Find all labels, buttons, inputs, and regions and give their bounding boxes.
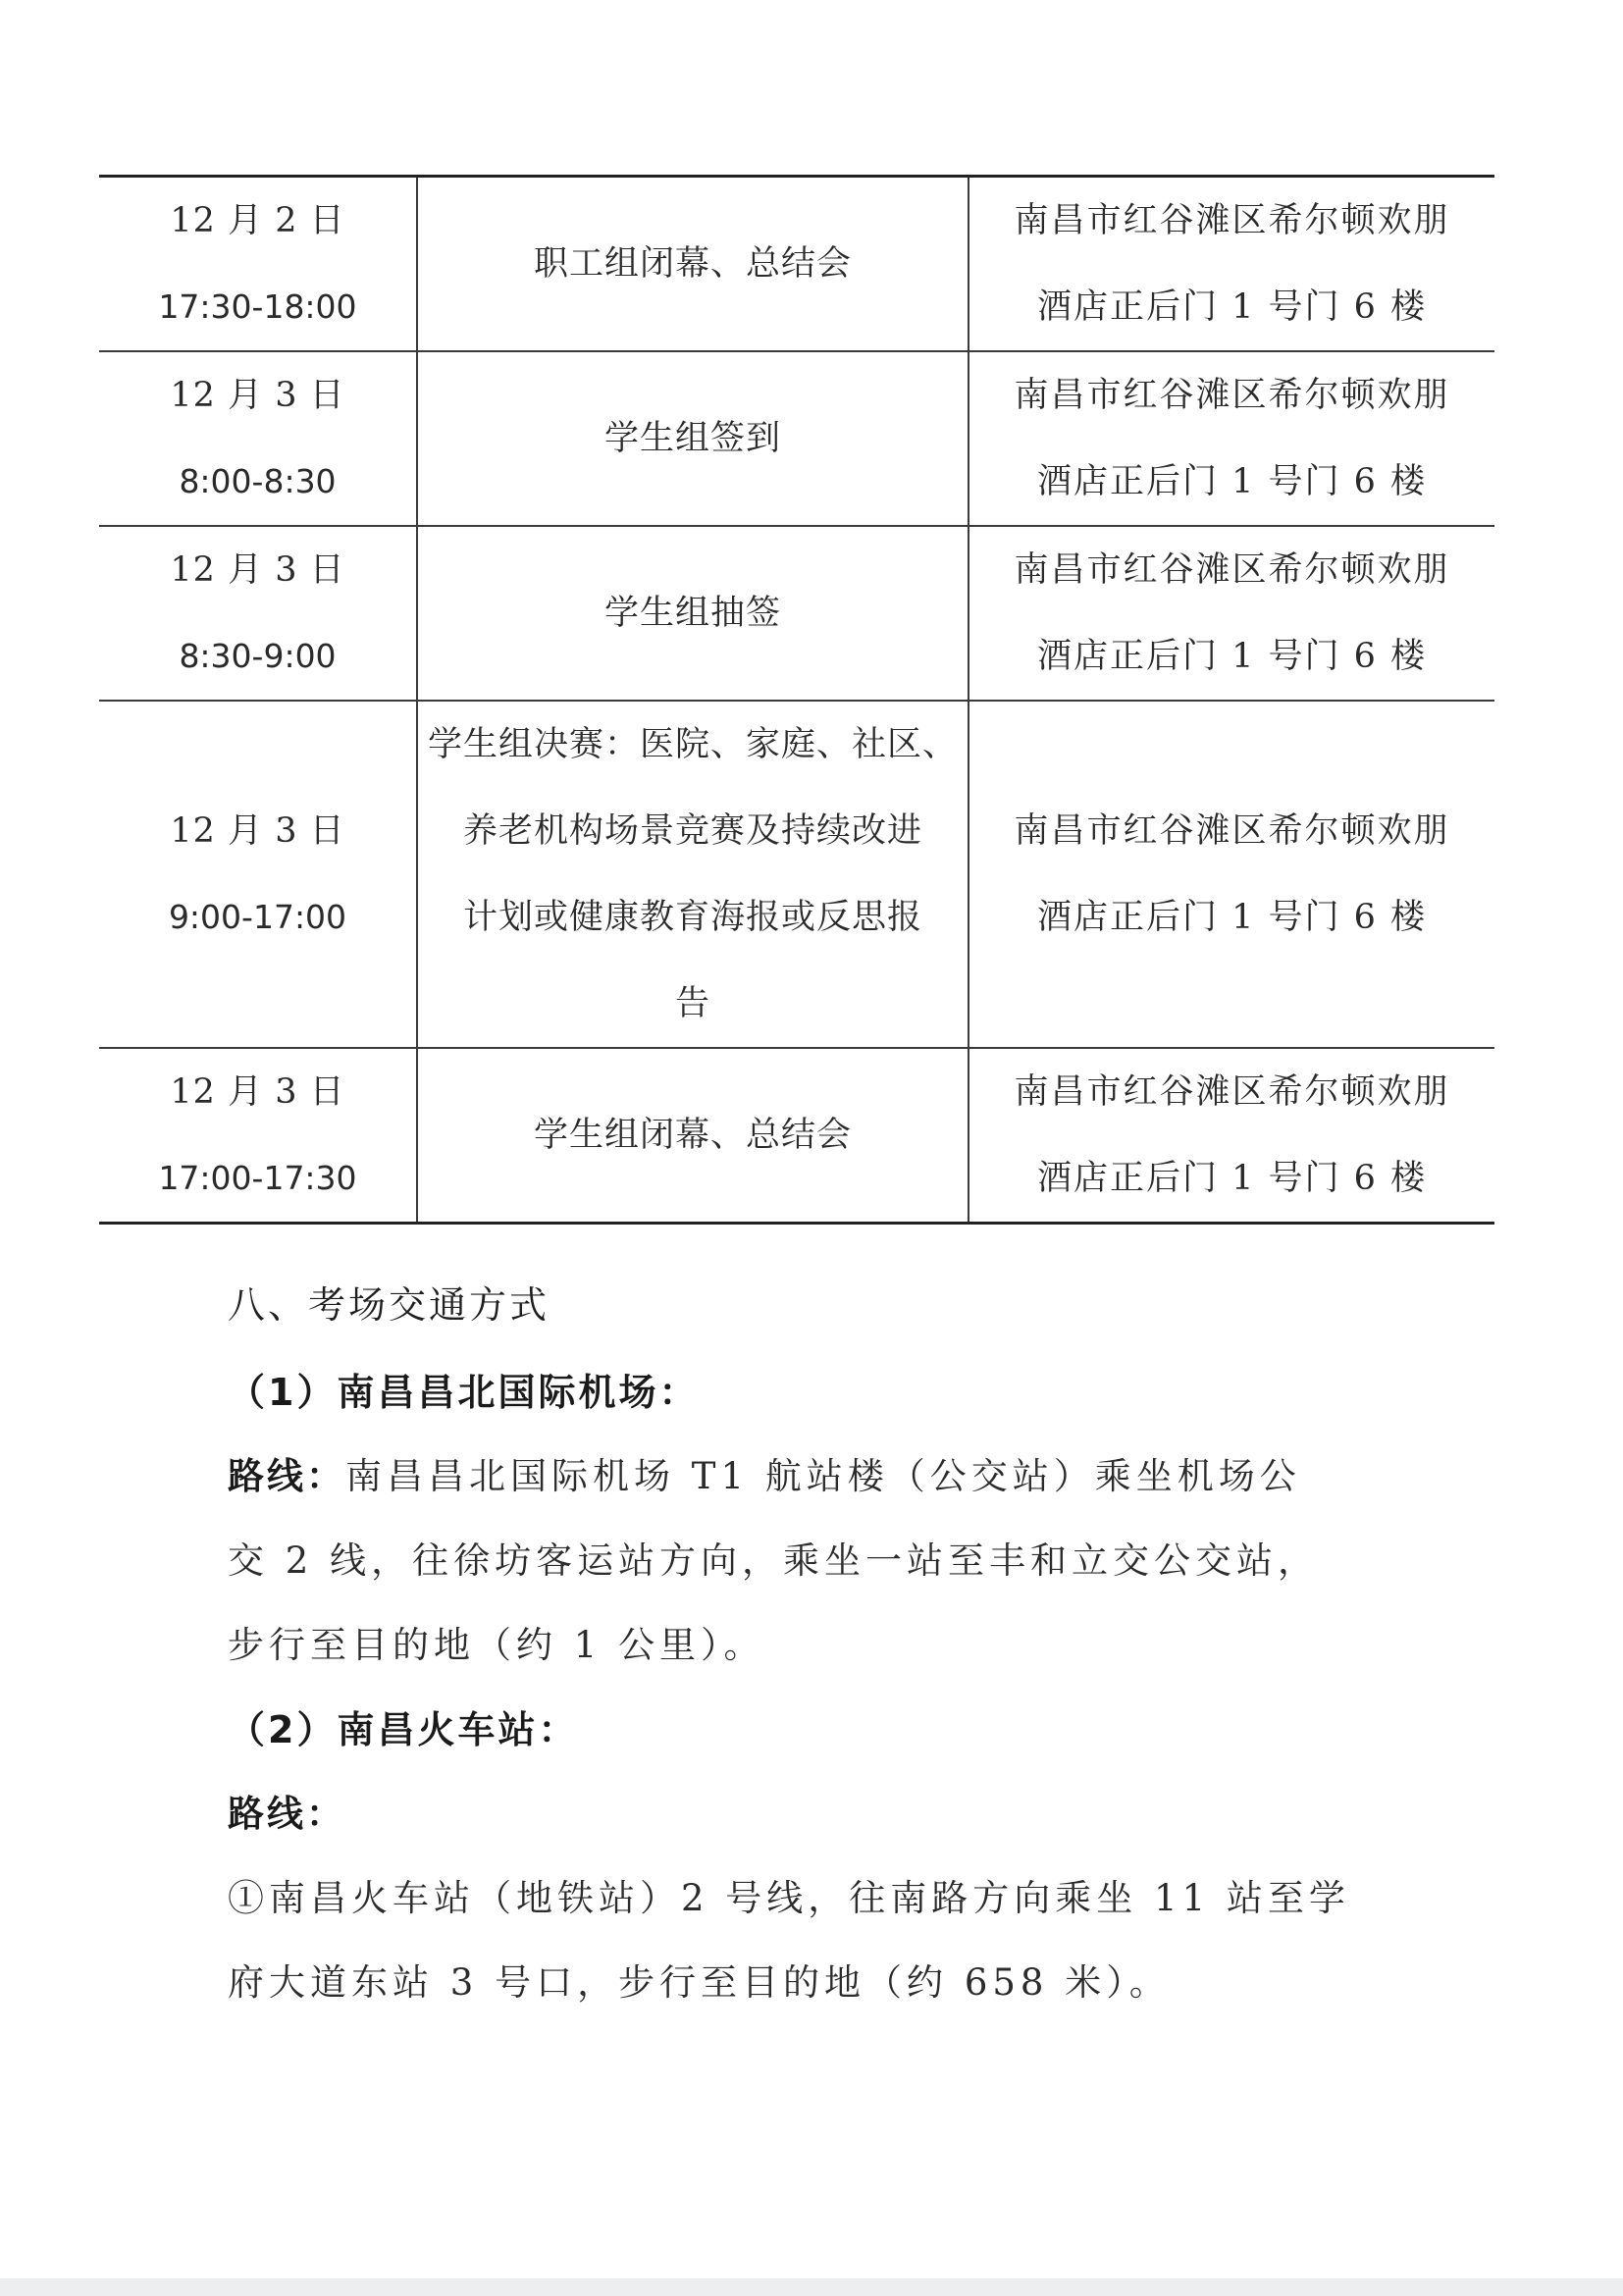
airport-route-line: 步行至目的地（约 1 公里）。 <box>228 1624 765 1666</box>
activity-line: 计划或健康教育海报或反思报 <box>462 898 922 937</box>
venue-line: 酒店正后门 1 号门 6 楼 <box>1036 898 1428 937</box>
date-text: 12 月 3 日 <box>170 550 345 590</box>
section-heading: 八、考场交通方式 <box>228 1283 550 1327</box>
time-range-text: 8:00-8:30 <box>179 462 337 500</box>
time-range-text: 17:00-17:30 <box>158 1159 357 1197</box>
venue-line: 酒店正后门 1 号门 6 楼 <box>1036 462 1428 501</box>
time-cell <box>99 701 417 1048</box>
date-text: 12 月 3 日 <box>170 1072 345 1112</box>
date-text: 12 月 3 日 <box>170 811 345 851</box>
route-label: 路线： <box>228 1793 345 1835</box>
venue-cell <box>969 177 1494 352</box>
date-text: 12 月 3 日 <box>170 376 345 415</box>
time-cell <box>99 526 417 701</box>
venue-line: 酒店正后门 1 号门 6 楼 <box>1036 637 1428 676</box>
venue-cell <box>969 1048 1494 1224</box>
railway-route-line: 府大道东站 3 号口，步行至目的地（约 658 米）。 <box>228 1961 1171 2004</box>
table-row <box>99 351 1494 526</box>
railway-title: （2）南昌火车站： <box>228 1708 579 1751</box>
transport-section <box>228 1260 1405 2025</box>
venue-cell <box>969 701 1494 1048</box>
venue-line: 酒店正后门 1 号门 6 楼 <box>1036 1159 1428 1198</box>
time-cell <box>99 1048 417 1224</box>
activity-text: 学生组签到 <box>603 419 781 458</box>
activity-line: 学生组决赛：医院、家庭、社区、 <box>427 725 958 764</box>
activity-cell <box>417 701 969 1048</box>
time-range-text: 8:30-9:00 <box>179 637 337 675</box>
railway-route-line: ①南昌火车站（地铁站）2 号线，往南路方向乘坐 11 站至学 <box>228 1877 1350 1919</box>
activity-cell <box>417 526 969 701</box>
date-text: 12 月 2 日 <box>170 201 345 240</box>
schedule-table <box>99 175 1494 1225</box>
venue-line: 南昌市红谷滩区希尔顿欢朋 <box>1014 1072 1450 1112</box>
airport-route-line: 交 2 线，往徐坊客运站方向，乘坐一站至丰和立交公交站， <box>228 1539 1320 1582</box>
scan-edge <box>0 2278 1623 2296</box>
route-label: 路线： <box>228 1455 345 1497</box>
time-range-text: 9:00-17:00 <box>168 898 347 936</box>
activity-text: 学生组闭幕、总结会 <box>533 1116 852 1155</box>
table-row <box>99 701 1494 1048</box>
venue-line: 南昌市红谷滩区希尔顿欢朋 <box>1014 201 1450 240</box>
time-cell <box>99 351 417 526</box>
route-text: 南昌昌北国际机场 T1 航站楼（公交站）乘坐机场公 <box>345 1455 1301 1497</box>
activity-text: 学生组抽签 <box>603 594 781 633</box>
venue-line: 南昌市红谷滩区希尔顿欢朋 <box>1014 376 1450 415</box>
table-row <box>99 177 1494 352</box>
table-row <box>99 526 1494 701</box>
activity-line: 告 <box>674 984 710 1023</box>
activity-cell <box>417 351 969 526</box>
time-range-text: 17:30-18:00 <box>158 287 357 326</box>
activity-line: 养老机构场景竞赛及持续改进 <box>462 811 922 851</box>
time-cell <box>99 177 417 352</box>
activity-text: 职工组闭幕、总结会 <box>533 244 852 284</box>
airport-title: （1）南昌昌北国际机场： <box>228 1371 700 1414</box>
railway-route-label-line <box>228 1772 1405 1856</box>
venue-cell <box>969 351 1494 526</box>
venue-cell <box>969 526 1494 701</box>
table-row <box>99 1048 1494 1224</box>
activity-cell <box>417 177 969 352</box>
venue-line: 酒店正后门 1 号门 6 楼 <box>1036 287 1428 327</box>
airport-route-line <box>228 1435 1405 1519</box>
venue-line: 南昌市红谷滩区希尔顿欢朋 <box>1014 811 1450 851</box>
venue-line: 南昌市红谷滩区希尔顿欢朋 <box>1014 550 1450 590</box>
activity-cell <box>417 1048 969 1224</box>
